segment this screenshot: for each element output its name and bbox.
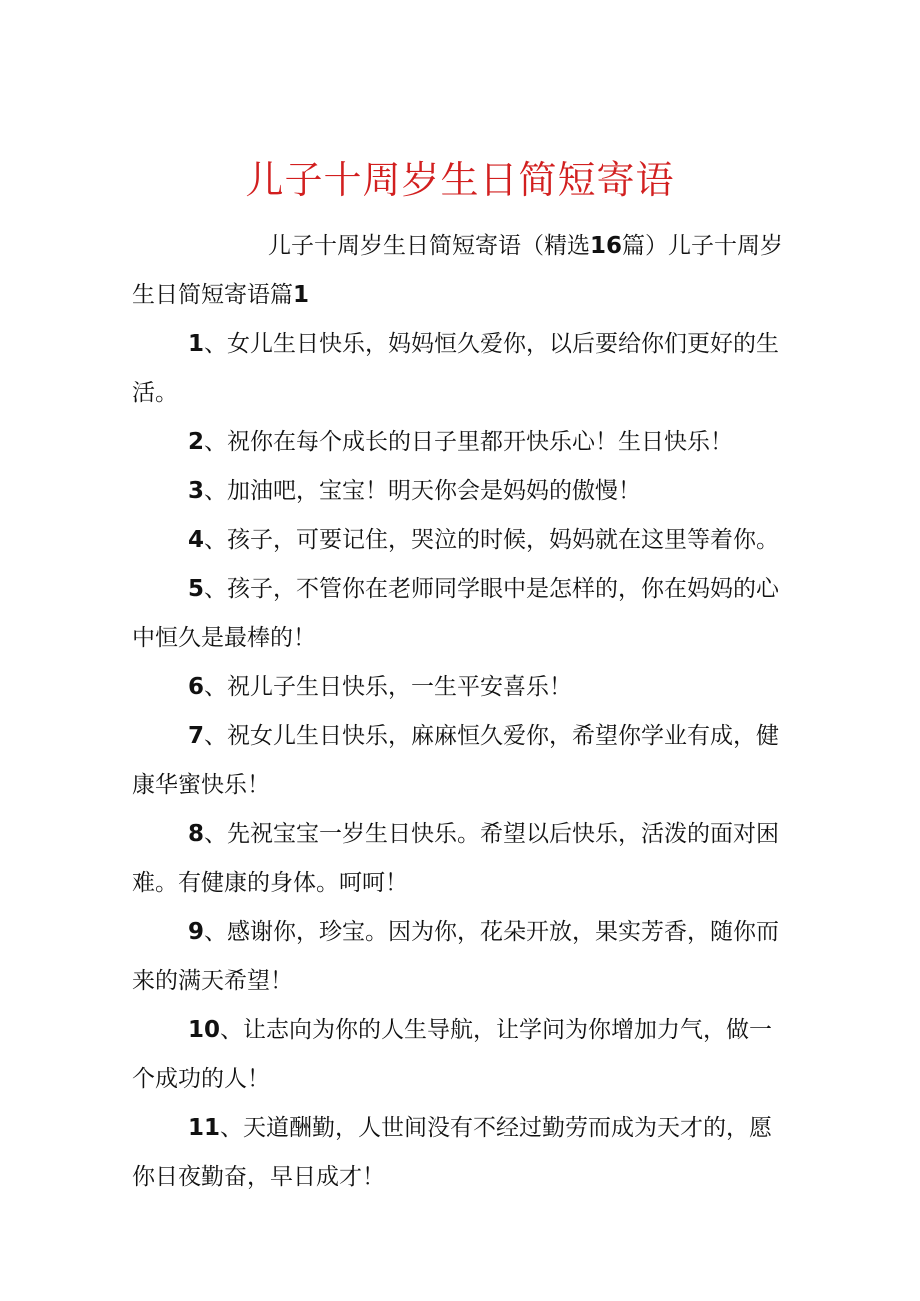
intro-paragraph xyxy=(132,222,792,320)
intro-text-a: 儿子十周岁生日简短寄语（精选 xyxy=(268,233,590,259)
item-text: 、让志向为你的人生导航，让学问为你增加力气，做一个成功的人！ xyxy=(132,1017,773,1092)
item-text: 、孩子，不管你在老师同学眼中是怎样的，你在妈妈的心中恒久是最棒的！ xyxy=(132,576,780,651)
item-number: 2 xyxy=(188,429,205,455)
item-text: 、孩子，可要记住，哭泣的时候，妈妈就在这里等着你。 xyxy=(204,527,780,553)
intro-section-number: 1 xyxy=(293,282,310,308)
item-text: 、祝你在每个成长的日子里都开快乐心！生日快乐！ xyxy=(204,429,734,455)
list-item xyxy=(132,810,792,908)
list-item xyxy=(132,418,792,467)
item-text: 、感谢你，珍宝。因为你，花朵开放，果实芳香，随你而来的满天希望！ xyxy=(132,919,780,994)
item-text: 、先祝宝宝一岁生日快乐。希望以后快乐，活泼的面对困难。有健康的身体。呵呵！ xyxy=(132,821,780,896)
list-item xyxy=(132,1006,792,1104)
item-text: 、祝女儿生日快乐，麻麻恒久爱你，希望你学业有成，健康华蜜快乐！ xyxy=(132,723,780,798)
item-number: 6 xyxy=(188,674,205,700)
list-item xyxy=(132,663,792,712)
document-body xyxy=(132,222,792,1202)
item-number: 11 xyxy=(188,1115,221,1141)
item-number: 9 xyxy=(188,919,205,945)
item-text: 、天道酬勤，人世间没有不经过勤劳而成为天才的，愿你日夜勤奋，早日成才！ xyxy=(132,1115,773,1190)
item-text: 、加油吧，宝宝！明天你会是妈妈的傲慢！ xyxy=(204,478,642,504)
item-number: 5 xyxy=(188,576,205,602)
intro-count: 16 xyxy=(590,233,623,259)
item-number: 3 xyxy=(188,478,205,504)
item-number: 8 xyxy=(188,821,205,847)
list-item xyxy=(132,712,792,810)
item-number: 4 xyxy=(188,527,205,553)
list-item xyxy=(132,467,792,516)
item-number: 7 xyxy=(188,723,205,749)
item-number: 10 xyxy=(188,1017,221,1043)
list-item xyxy=(132,320,792,418)
list-item xyxy=(132,908,792,1006)
item-number: 1 xyxy=(188,331,205,357)
list-item xyxy=(132,1104,792,1202)
item-text: 、祝儿子生日快乐，一生平安喜乐！ xyxy=(204,674,573,700)
item-text: 、女儿生日快乐，妈妈恒久爱你，以后要给你们更好的生活。 xyxy=(132,331,780,406)
list-item xyxy=(132,565,792,663)
intro-text-b: 篇）儿子十周岁生日简短寄语篇 xyxy=(132,233,784,308)
list-item xyxy=(132,516,792,565)
document-title: 儿子十周岁生日简短寄语 xyxy=(245,158,675,202)
